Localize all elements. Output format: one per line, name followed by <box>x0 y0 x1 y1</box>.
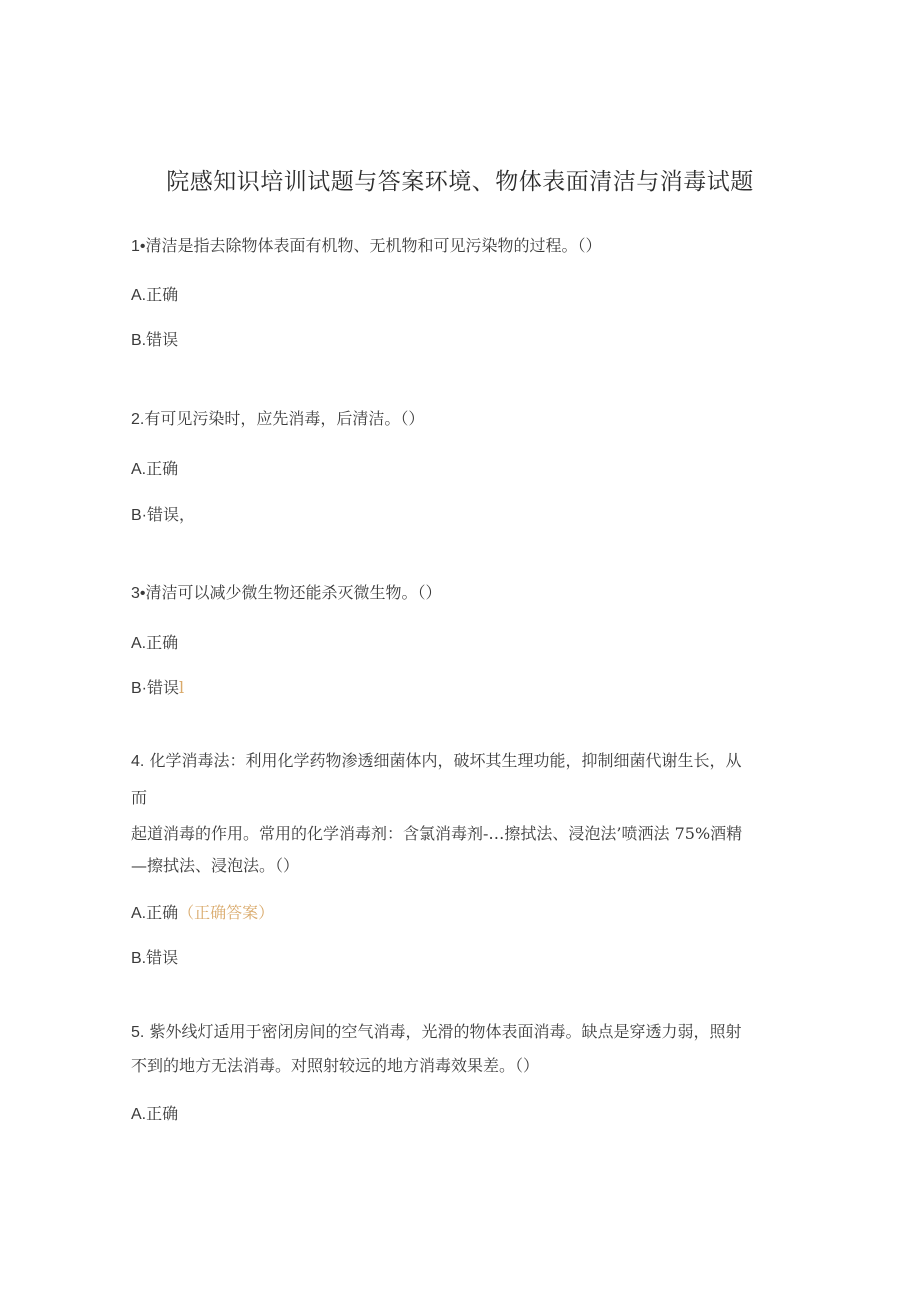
question-line: 起道消毒的作用。常用的化学消毒剂：含氯消毒剂-…擦拭法、浸泡法’喷洒法 75%酒精 <box>131 824 743 843</box>
option-letter: A. <box>131 635 147 652</box>
question-2-text <box>131 409 424 430</box>
option-text: 正确 <box>146 633 179 652</box>
option-letter: B. <box>131 950 147 967</box>
question-3-option-a <box>131 633 178 654</box>
option-text: 错误 <box>147 678 180 697</box>
question-1-text <box>131 236 602 257</box>
option-letter: A. <box>131 905 147 922</box>
question-5-option-a <box>131 1104 178 1125</box>
option-letter: B· <box>131 507 147 524</box>
question-5-text-line-2 <box>131 1056 539 1076</box>
question-4-text-line-3 <box>131 824 742 844</box>
question-number: 4. <box>131 753 145 770</box>
question-1-option-a <box>131 285 178 306</box>
option-text: 错误 <box>146 948 179 967</box>
option-text: 正确 <box>146 459 179 478</box>
question-4-option-b <box>131 948 178 969</box>
question-4-text-line-2 <box>131 788 147 808</box>
page-title: 院感知识培训试题与答案环境、物体表面清洁与消毒试题 <box>166 169 754 195</box>
question-2-option-b <box>131 505 195 526</box>
question-line: 而 <box>131 788 148 807</box>
option-text: 错误， <box>147 505 196 524</box>
question-line: 清洁可以减少微生物还能杀灭微生物。（） <box>145 583 442 602</box>
question-line: 不到的地方无法消毒。对照射较远的地方消毒效果差。（） <box>131 1056 540 1075</box>
question-number: 5. <box>131 1024 145 1041</box>
option-text: 正确 <box>146 903 179 922</box>
option-text: 错误 <box>146 330 179 349</box>
question-line: —擦拭法、浸泡法。（） <box>131 856 300 875</box>
question-number: 3• <box>131 585 146 602</box>
option-text: 正确 <box>146 1104 179 1123</box>
question-line: 清洁是指去除物体表面有机物、无机物和可见污染物的过程。（） <box>145 236 602 255</box>
question-2-option-a <box>131 459 178 480</box>
option-letter: A. <box>131 1106 147 1123</box>
question-number: 2. <box>131 411 145 428</box>
question-number: 1• <box>131 238 146 255</box>
question-3-text <box>131 583 442 604</box>
question-line: 化学消毒法：利用化学药物渗透细菌体内，破坏其生理功能，抑制细菌代谢生长，从 <box>149 751 742 770</box>
option-letter: A. <box>131 461 147 478</box>
question-4-text-line-4 <box>131 856 299 876</box>
question-4-option-a <box>131 903 274 924</box>
question-1-option-b <box>131 330 178 351</box>
question-line: 有可见污染时，应先消毒，后清洁。（） <box>144 409 425 428</box>
answer-mark: l <box>179 678 185 697</box>
option-letter: B. <box>131 332 147 349</box>
question-line: 紫外线灯适用于密闭房间的空气消毒，光滑的物体表面消毒。缺点是穿透力弱，照射 <box>149 1022 742 1041</box>
answer-mark: （正确答案） <box>178 903 275 922</box>
option-letter: B· <box>131 680 147 697</box>
option-text: 正确 <box>146 285 179 304</box>
question-5-text <box>131 1022 741 1043</box>
question-3-option-b <box>131 678 184 699</box>
option-letter: A. <box>131 287 147 304</box>
question-4-text <box>131 751 741 772</box>
